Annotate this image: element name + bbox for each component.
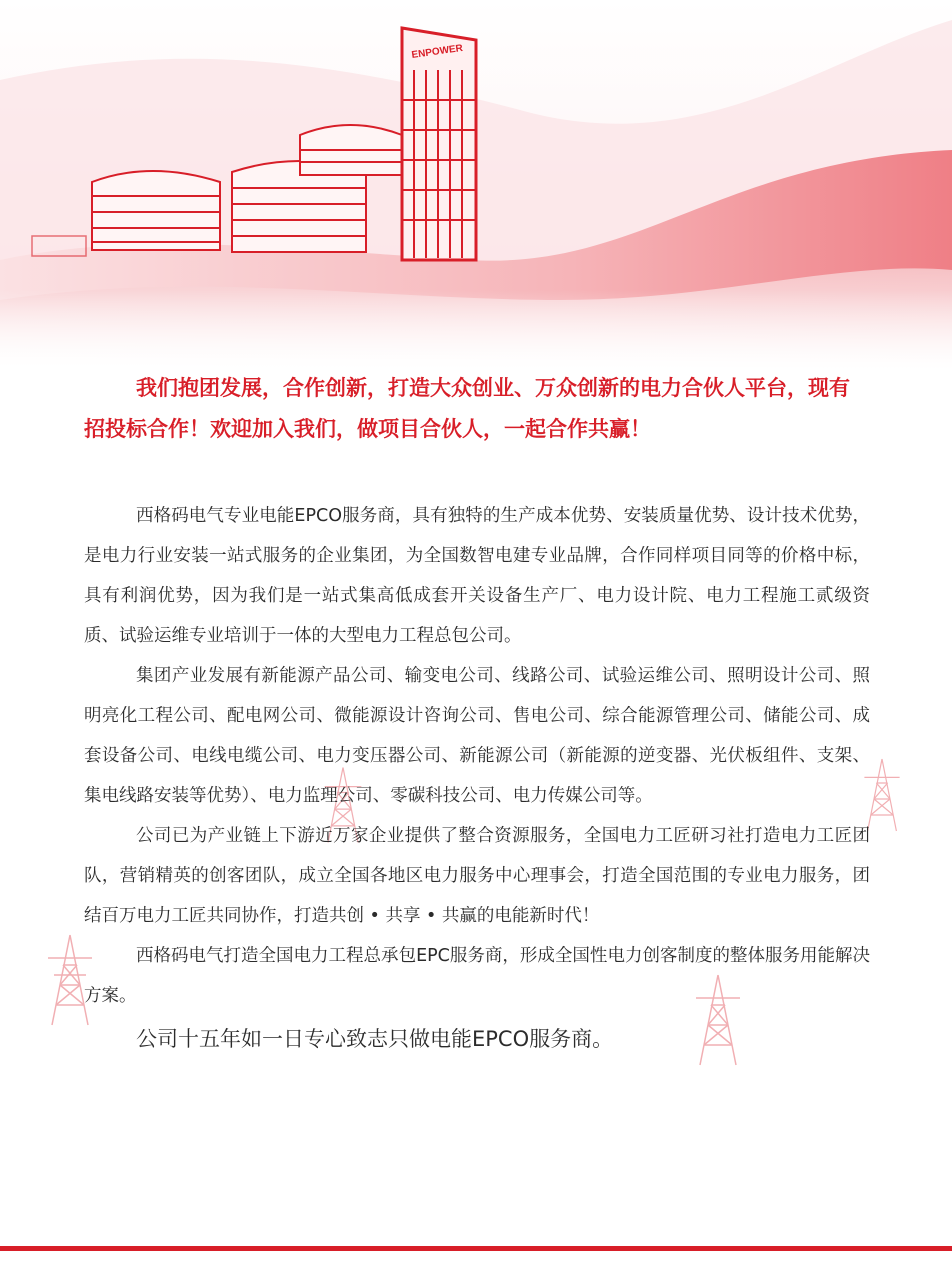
- paragraph-subsidiaries: 集团产业发展有新能源产品公司、输变电公司、线路公司、试验运维公司、照明设计公司、照明亮化工程公司、配电网公司、微能源设计咨询公司、售电公司、综合能源管理公司、储能公司、成套设备公司、电线电缆公司、电力变压器公司、新能源公司（新能源的逆变器、光伏板组件、支架、集电线路安装等优势）、电力监理公司、零碳科技公司、电力传媒公司等。: [84, 666, 870, 806]
- article-body: [84, 368, 870, 1062]
- building-sign: ENPOWER: [410, 42, 464, 61]
- paragraph-services: 公司已为产业链上下游近万家企业提供了整合资源服务，全国电力工匠研习社打造电力工匠团队，营销精英的创客团队，成立全国各地区电力服务中心理事会，打造全国范围的专业电力服务，团结百万电力工匠共同协作，打造共创 • 共享 • 共赢的电能新时代！: [84, 826, 870, 926]
- header-illustration: [0, 0, 952, 370]
- paragraph-intro: 西格码电气专业电能EPCO服务商，具有独特的生产成本优势、安装质量优势、设计技术优势，是电力行业安装一站式服务的企业集团，为全国数智电建专业品牌，合作同样项目同等的价格中标，具有利润优势，因为我们是一站式集高低成套开关设备生产厂、电力设计院、电力工程施工贰级资质、试验运维专业培训于一体的大型电力工程总包公司。: [84, 506, 870, 646]
- closing-statement: 公司十五年如一日专心致志只做电能EPCO服务商。: [136, 1027, 614, 1051]
- bottom-divider: [0, 1246, 952, 1251]
- paragraph-epc: 西格码电气打造全国电力工程总承包EPC服务商，形成全国性电力创客制度的整体服务用能解决方案。: [84, 946, 870, 1006]
- headline: 我们抱团发展，合作创新，打造大众创业、万众创新的电力合伙人平台，现有招投标合作！欢迎加入我们，做项目合伙人，一起合作共赢！: [84, 376, 850, 441]
